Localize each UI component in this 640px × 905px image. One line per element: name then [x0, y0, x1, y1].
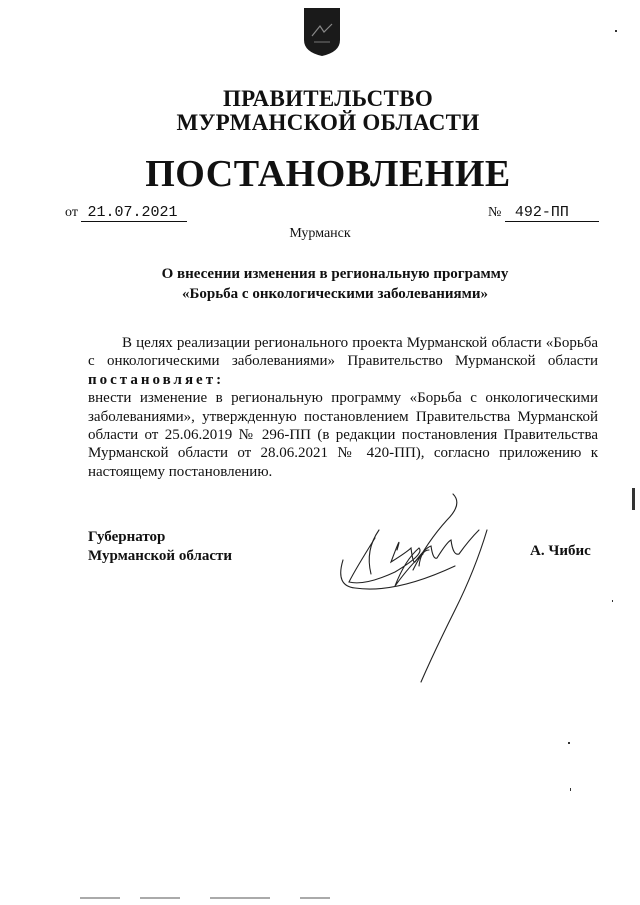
- document-subject: [100, 264, 570, 304]
- subject-line1: О внесении изменения в региональную программу: [161, 266, 509, 282]
- document-type-title: ПОСТАНОВЛЕНИЕ: [145, 153, 511, 195]
- body-intro-paragraph: [88, 334, 598, 389]
- body-intro-text: В целях реализации регионального проекта Мурманской области «Борьба с онкологическими заболеваниями» Правительство Мурманской области: [88, 335, 598, 370]
- body-clause-paragraph: внести изменение в региональную программу «Борьба с онкологическими заболеваниями», утвержденную постановлением Правительства Мурманской области от 25.06.2019 № 296-ПП (в редакции постановления Правительства Мурманской области от 28.06.2021 № 420-ПП), согласно приложению к настоящему постановлению.: [88, 390, 598, 480]
- organization-name-line2: МУРМАНСКОЙ ОБЛАСТИ: [176, 110, 480, 135]
- organization-name-line1: ПРАВИТЕЛЬСТВО: [222, 86, 434, 111]
- number-prefix: №: [488, 205, 502, 220]
- subject-line2: «Борьба с онкологическими заболеваниями»: [181, 286, 489, 302]
- document-date: 21.07.2021: [81, 204, 187, 222]
- signatory-title-line2: Мурманской области: [88, 548, 233, 564]
- scan-speck: [615, 30, 617, 32]
- scan-speck: [568, 742, 570, 744]
- document-number: 492-ПП: [505, 204, 599, 222]
- footer-scan-lines: [80, 896, 340, 900]
- document-body: [88, 334, 598, 481]
- scan-speck: [570, 788, 571, 791]
- date-prefix: от: [65, 205, 78, 220]
- signatory-name: А. Чибис: [530, 543, 591, 559]
- city-name: Мурманск: [289, 226, 351, 241]
- signatory-title-line1: Губернатор: [88, 529, 166, 545]
- decree-word: постановляет:: [88, 371, 225, 388]
- date-row: [65, 204, 187, 222]
- number-row: [488, 204, 599, 222]
- handwritten-signature: [335, 490, 525, 690]
- coat-of-arms-emblem: [302, 6, 342, 58]
- scan-edge-mark: [632, 488, 635, 510]
- scan-speck: [612, 600, 613, 602]
- signatory-title: [88, 528, 232, 566]
